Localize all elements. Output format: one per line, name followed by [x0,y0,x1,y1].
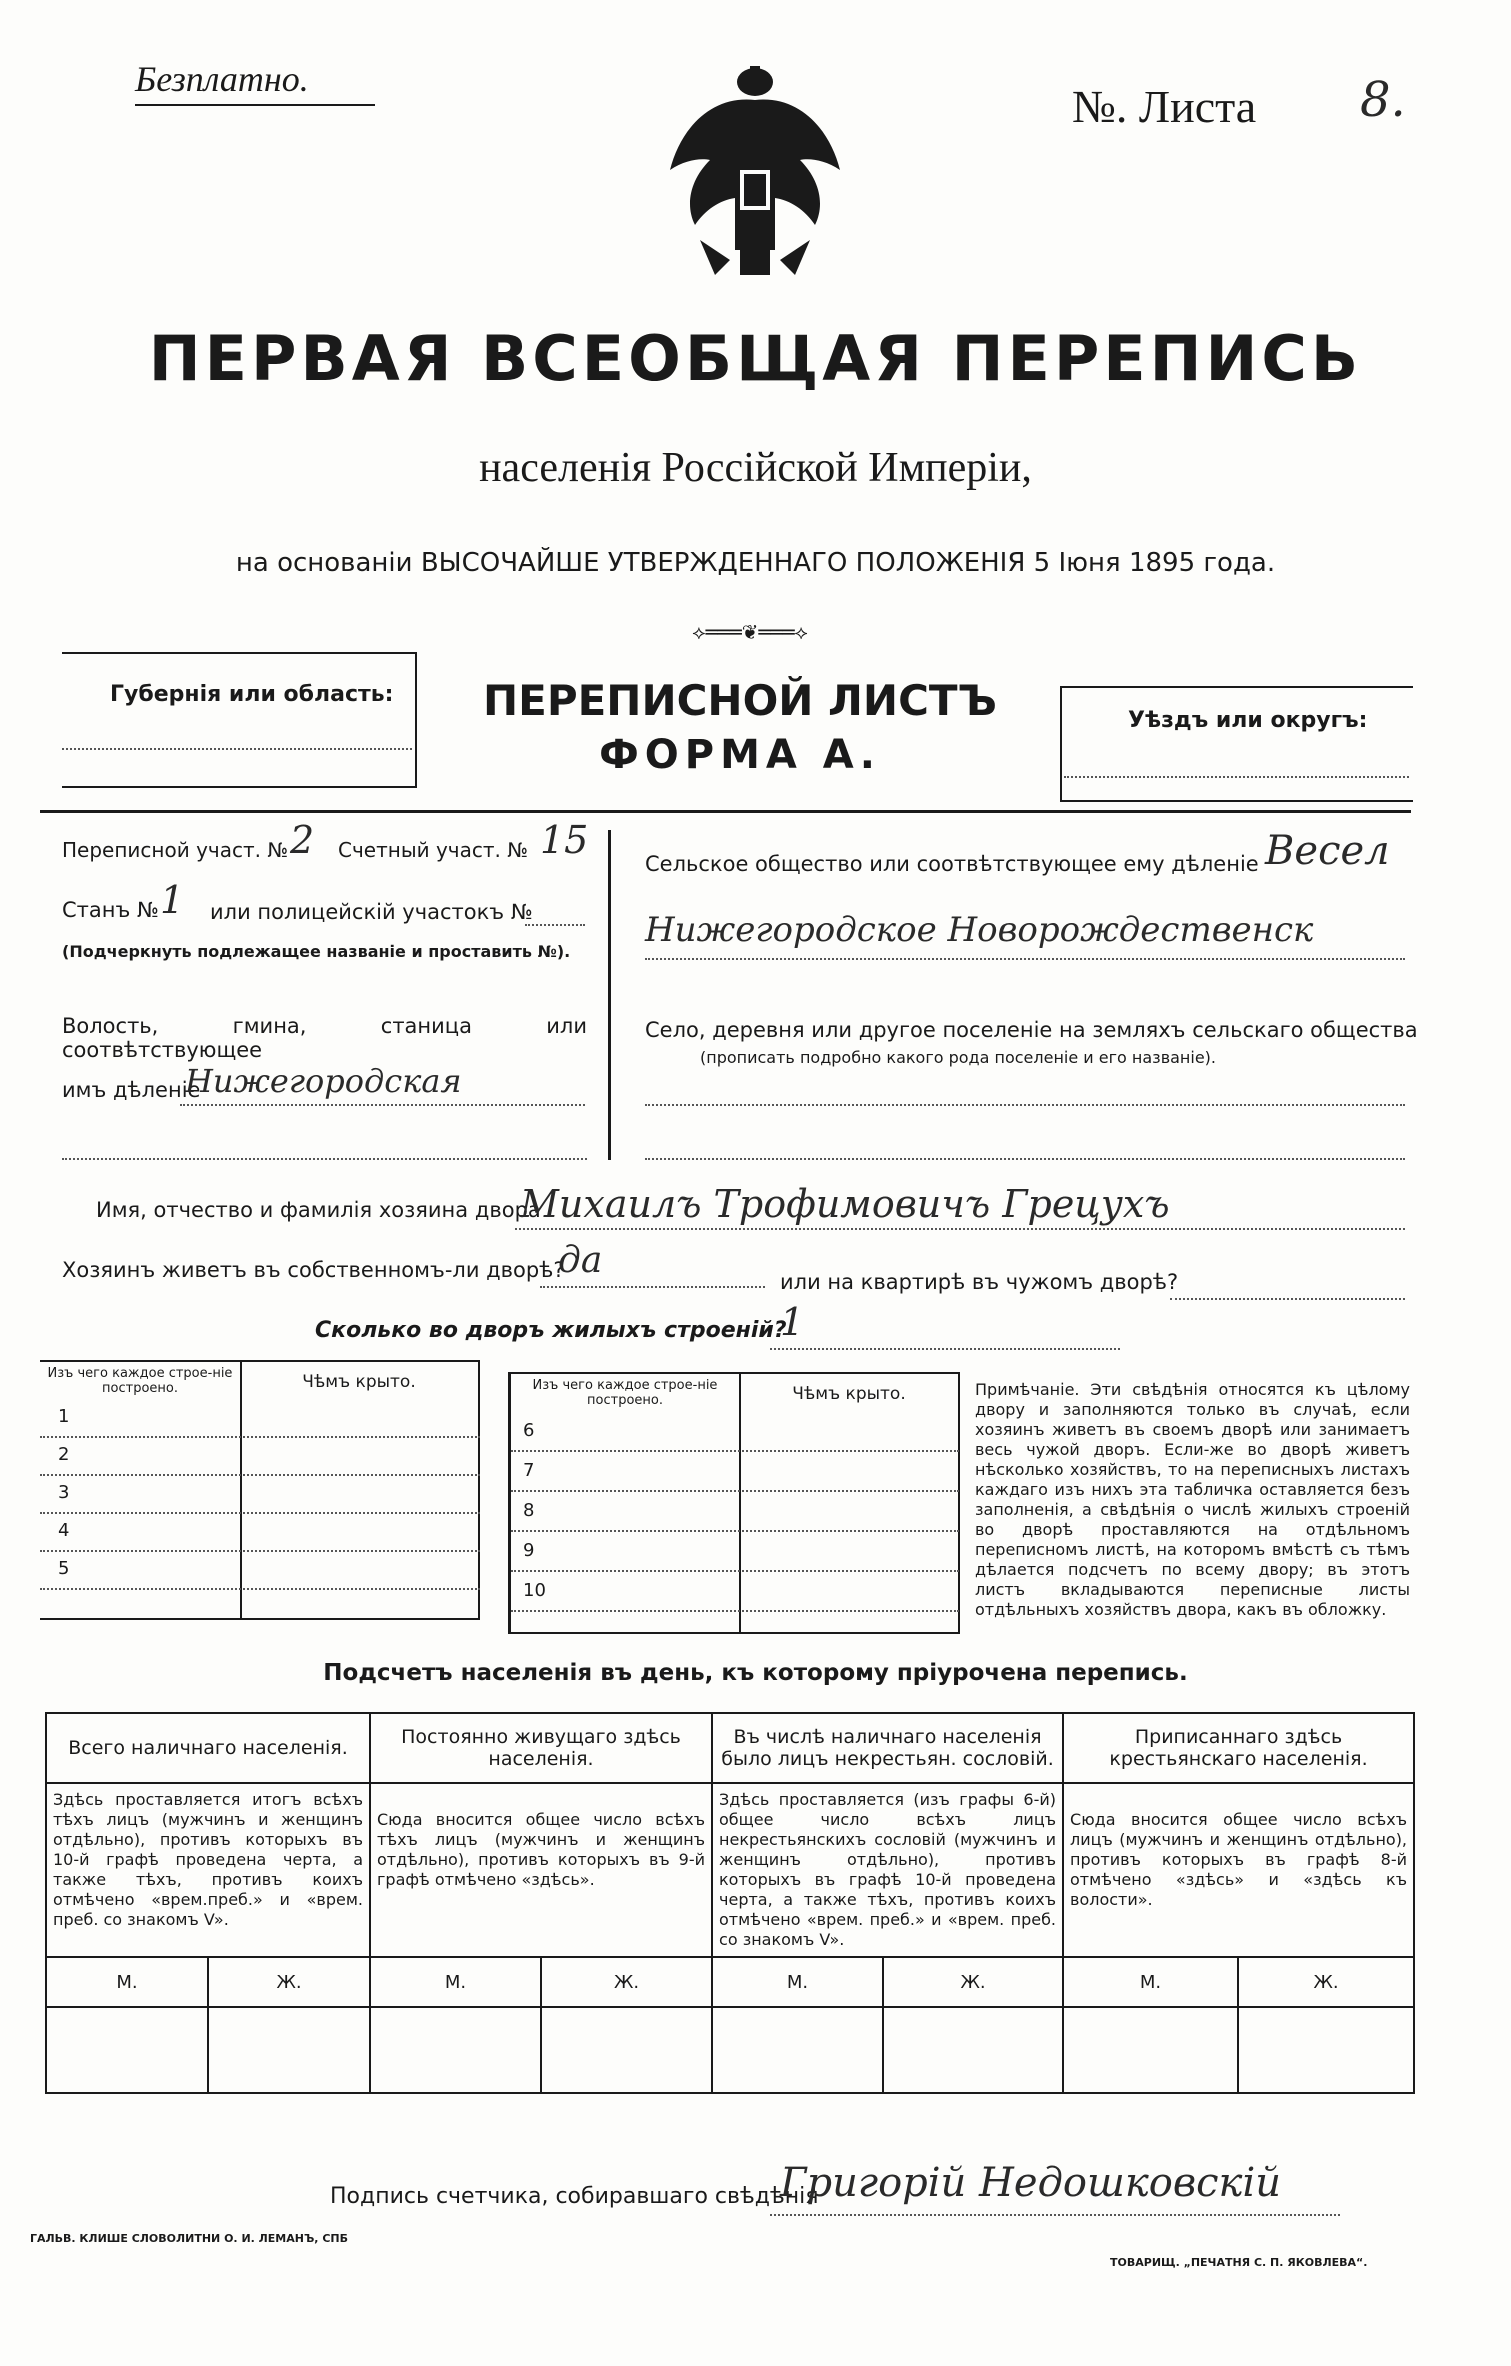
police-label: или полицейскій участокъ № [210,900,533,924]
sheet-number-label: №. Листа [1072,81,1257,132]
buildings-rows-right [511,1412,959,1612]
col-roof-header-2: Чѣмъ крыто. [792,1384,906,1404]
buildings-label: Сколько во дворъ жилыхъ строеній? [315,1318,787,1343]
buildings-field[interactable] [770,1348,1120,1350]
population-count-table [45,1712,1415,2094]
village-field-1[interactable] [645,1104,1405,1106]
table-row[interactable]: 10 [511,1572,959,1612]
own-yard-field[interactable] [540,1286,765,1288]
society-label: Сельское общество или соотвѣтствующее ему дѣленіе [645,852,1259,876]
volost-value[interactable]: Нижегородская [185,1062,462,1100]
ornament-divider: ⟡═══❦═══⟡ [692,620,808,644]
count-area-value[interactable]: 15 [540,818,589,862]
stan-value[interactable]: 1 [160,878,185,922]
table-row[interactable]: 5 [40,1552,480,1590]
desc-permanent: Сюда вносится общее число всѣхъ тѣхъ лицъ (мужчинъ и женщинъ отдѣльно), противъ которыхъ въ 9-й графѣ отмѣчено «здѣсь». [370,1783,712,1957]
sheet-number-value: 8. [1360,72,1406,128]
footer-right: ТОВАРИЩ. „ПЕЧАТНЯ С. П. ЯКОВЛЕВА“. [1110,2256,1368,2269]
count-cell[interactable] [370,2007,541,2093]
owner-name-value[interactable]: Михаилъ Трофимовичъ Грецухъ [520,1182,1170,1226]
society-value[interactable]: Весел [1265,828,1390,874]
district-box [1060,686,1413,802]
police-field[interactable] [525,924,585,926]
table-row[interactable]: 1 [40,1400,480,1438]
buildings-rows-left [40,1400,480,1590]
society-value-2[interactable]: Нижегородское Новорождественск [645,910,1314,950]
table-row[interactable]: 9 [511,1532,959,1572]
note-text: Примѣчаніе. Эти свѣдѣнія относятся къ цѣлому двору и заполняются только въ случаѣ, если хозяинъ живетъ въ своемъ дворѣ или занимаетъ весь чужой дворъ. Если-же во дворѣ живетъ нѣсколько хозяйствъ, то на переписныхъ листахъ каждаго изъ нихъ эта табличка оставляется безъ заполненія, а свѣдѣнія о числѣ жилыхъ строеній во дворѣ проставляются на отдѣльномъ переписномъ листѣ, на которомъ вмѣстѣ съ тѣмъ дѣлается подсчетъ по всему двору; въ этотъ листъ вкладываются переписные листы отдѣльныхъ хозяйствъ двора, какъ въ обложку. [975,1380,1410,1619]
table-row[interactable]: 6 [511,1412,959,1452]
owner-name-label: Имя, отчество и фамилія хозяина двора [96,1198,541,1222]
rent-label: или на квартирѣ въ чужомъ дворѣ? [780,1270,1179,1294]
village-label: Село, деревня или другое поселеніе на земляхъ сельскаго общества [645,1018,1418,1042]
desc-total: Здѣсь проставляется итогъ всѣхъ тѣхъ лицъ (мужчинъ и женщинъ отдѣльно), противъ которыхъ въ 10-й графѣ проведена черта, а также тѣхъ, противъ коихъ отмѣчено «врем.преб.» и «врем. преб. со знакомъ V». [46,1783,370,1957]
col-m: М. [712,1957,883,2007]
col-f: Ж. [541,1957,712,2007]
form-subtitle: ФОРМА А. [599,732,881,778]
count-cell[interactable] [46,2007,208,2093]
desc-registered: Сюда вносится общее число всѣхъ лицъ (мужчинъ и женщинъ отдѣльно), противъ которыхъ въ графѣ 8-й отмѣчено «здѣсь» и «здѣсь къ волости». [1063,1783,1414,1957]
col-m: М. [370,1957,541,2007]
col-f: Ж. [1238,1957,1414,2007]
header-permanent: Постоянно живущаго здѣсь населенія. [370,1713,712,1783]
province-box [62,652,417,788]
society-field[interactable] [645,958,1405,960]
main-title: ПЕРВАЯ ВСЕОБЩАЯ ПЕРЕПИСЬ [148,322,1363,395]
vertical-divider [608,830,611,1160]
count-cell[interactable] [1238,2007,1414,2093]
volost-label-2: имъ дѣленіе [62,1078,201,1102]
form-title: ПЕРЕПИСНОЙ ЛИСТЪ [482,676,998,725]
count-cell[interactable] [712,2007,883,2093]
desc-non-peasant: Здѣсь проставляется (изъ графы 6-й) общее число всѣхъ лицъ некрестьянскихъ сословій (мужчинъ и женщинъ отдѣльно), противъ которыхъ въ графѣ 10-й проведена черта, а также тѣхъ, противъ коихъ отмѣчено «врем. преб.» и «врем. преб. со знакомъ V». [712,1783,1063,1957]
census-area-value[interactable]: 2 [290,818,315,862]
count-cell[interactable] [541,2007,712,2093]
own-yard-label: Хозяинъ живетъ въ собственномъ-ли дворѣ? [62,1258,565,1282]
section-divider-top [40,810,1411,813]
count-title: Подсчетъ населенія въ день, къ которому пріурочена перепись. [323,1660,1188,1686]
underline-note: (Подчеркнуть подлежащее названіе и проставить №). [62,942,571,961]
signature-label: Подпись счетчика, собиравшаго свѣдѣнія [330,2184,819,2209]
district-field[interactable] [1064,776,1409,778]
own-yard-value[interactable]: да [558,1240,603,1281]
table-row[interactable]: 4 [40,1514,480,1552]
table-row[interactable]: 3 [40,1476,480,1514]
province-label: Губернія или область: [110,682,394,707]
basis-line: на основаніи ВЫСОЧАЙШЕ УТВЕРЖДЕННАГО ПОЛОЖЕНІЯ 5 Іюня 1895 года. [235,548,1276,578]
village-field-2[interactable] [645,1158,1405,1160]
owner-name-field[interactable] [515,1228,1405,1230]
header-non-peasant: Въ числѣ наличнаго населенія было лицъ некрестьян. сословій. [712,1713,1063,1783]
col-material-header-2: Изъ чего каждое строе-ніе построено. [532,1378,718,1408]
signature-value[interactable]: Григорій Недошковскій [780,2160,1281,2206]
signature-field[interactable] [770,2214,1340,2216]
table-row[interactable]: 7 [511,1452,959,1492]
volost-field-2[interactable] [62,1158,587,1160]
header-total: Всего наличнаго населенія. [46,1713,370,1783]
col-material-header: Изъ чего каждое строе-ніе построено. [47,1366,233,1396]
col-m: М. [1063,1957,1238,2007]
col-roof-header: Чѣмъ крыто. [302,1372,416,1392]
volost-label-1: Волость, гмина, станица или соотвѣтствующее [62,1014,587,1062]
header-registered: Приписаннаго здѣсь крестьянскаго населенія. [1063,1713,1414,1783]
table-row[interactable]: 8 [511,1492,959,1532]
footer-left: ГАЛЬВ. КЛИШЕ СЛОВОЛИТНИ О. И. ЛЕМАНЪ, СПБ [30,2232,348,2245]
col-m: М. [46,1957,208,2007]
free-label: Безплатно. [135,59,309,99]
table-row[interactable]: 2 [40,1438,480,1476]
buildings-value[interactable]: 1 [780,1300,805,1344]
count-area-label: Счетный участ. № [338,838,529,862]
volost-field[interactable] [180,1104,585,1106]
subtitle: населенія Россійской Имперіи, [479,445,1032,491]
col-f: Ж. [883,1957,1063,2007]
province-field[interactable] [62,748,412,750]
census-area-label: Переписной участ. № [62,838,289,862]
count-cell[interactable] [883,2007,1063,2093]
col-f: Ж. [208,1957,370,2007]
district-label: Уѣздъ или округъ: [1128,708,1368,733]
stan-label: Станъ № [62,898,159,922]
count-cell[interactable] [208,2007,370,2093]
free-underline [135,104,375,106]
imperial-eagle-emblem [640,60,870,290]
count-cell[interactable] [1063,2007,1238,2093]
village-note: (прописать подробно какого рода поселеніе и его названіе). [700,1048,1216,1067]
rent-field[interactable] [1170,1298,1405,1300]
